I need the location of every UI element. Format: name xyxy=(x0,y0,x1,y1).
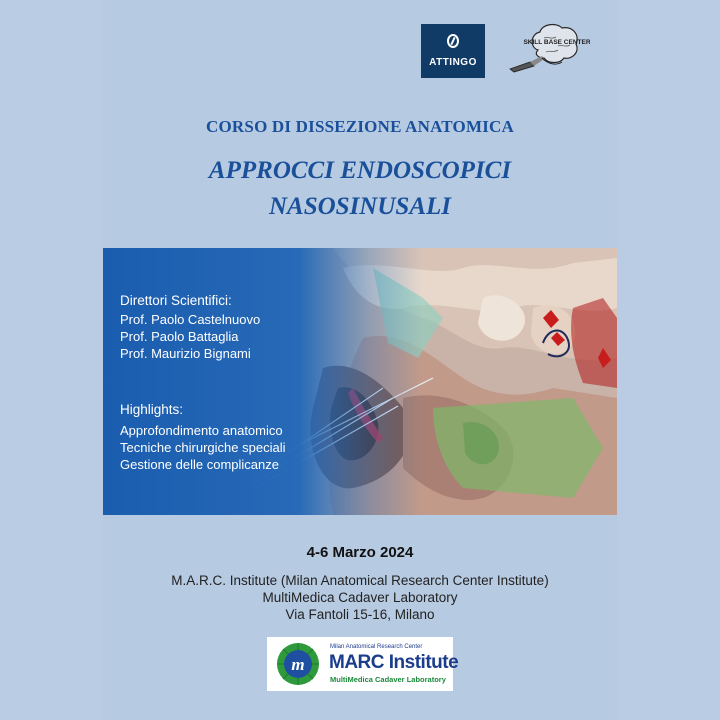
marc-logo-name: MARC Institute xyxy=(329,652,459,673)
event-venue xyxy=(103,572,617,623)
director-item: Prof. Maurizio Bignami xyxy=(120,346,251,361)
highlight-item: Approfondimento anatomico xyxy=(120,423,283,438)
marc-logo-subtitle: MultiMedica Cadaver Laboratory xyxy=(330,675,446,684)
highlights-list xyxy=(120,422,285,473)
director-item: Prof. Paolo Castelnuovo xyxy=(120,312,261,327)
marc-emblem-icon xyxy=(276,642,320,686)
venue-line: M.A.R.C. Institute (Milan Anatomical Research Center Institute) xyxy=(171,573,549,588)
highlights-label: Highlights: xyxy=(120,402,184,417)
attingo-logo-text: ATTINGO xyxy=(429,57,477,68)
event-date: 4-6 Marzo 2024 xyxy=(306,544,414,561)
anatomy-banner xyxy=(103,248,617,515)
marc-logo-small-text: Milan Anatomical Research Center xyxy=(330,644,423,650)
title-line-2: NASOSINUSALI xyxy=(268,193,451,220)
skill-base-logo xyxy=(508,22,590,80)
directors-label: Direttori Scientifici: xyxy=(120,293,232,308)
attingo-logo xyxy=(421,24,485,78)
director-item: Prof. Paolo Battaglia xyxy=(120,329,239,344)
marc-emblem-letter: m xyxy=(291,655,305,674)
highlight-item: Tecniche chirurgiche speciali xyxy=(120,440,286,455)
highlight-item: Gestione delle complicanze xyxy=(120,457,279,472)
title-line-1: APPROCCI ENDOSCOPICI xyxy=(208,157,512,184)
marc-institute-logo xyxy=(267,637,459,691)
skill-base-text: SKILL BASE CENTER xyxy=(523,39,590,46)
course-label: CORSO DI DISSEZIONE ANATOMICA xyxy=(206,117,514,136)
directors-list xyxy=(120,311,260,362)
venue-line: MultiMedica Cadaver Laboratory xyxy=(262,590,458,605)
attingo-mark-icon xyxy=(447,34,459,48)
venue-line: Via Fantoli 15-16, Milano xyxy=(285,607,435,622)
